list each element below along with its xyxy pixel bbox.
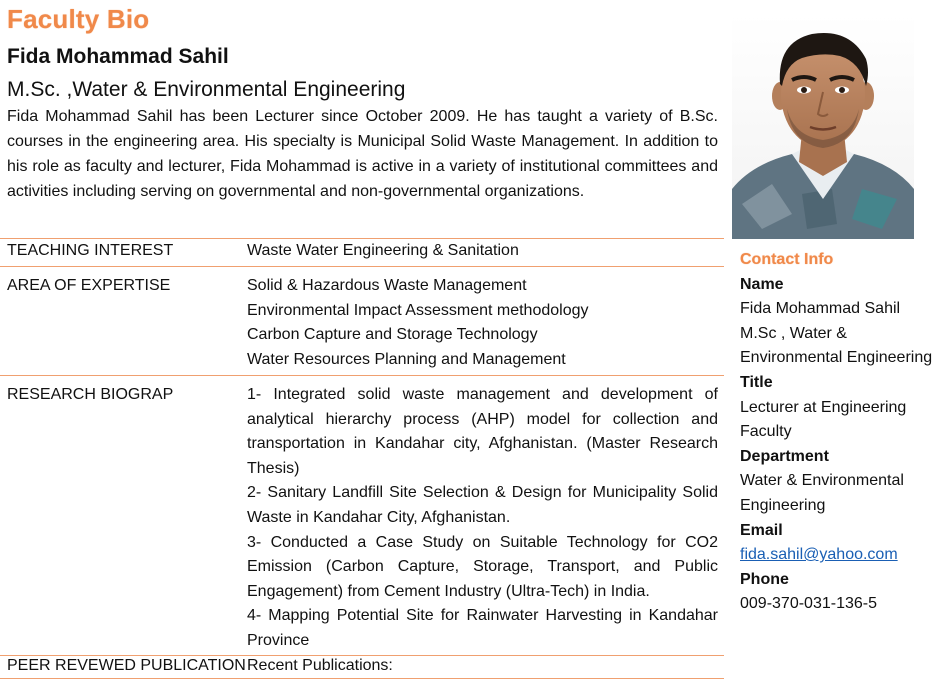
contact-heading: Contact Info xyxy=(740,251,834,268)
contact-department-value: Water & Environmental xyxy=(740,472,904,490)
publications-value xyxy=(247,654,718,679)
list-item: Solid & Hazardous Waste Management xyxy=(247,277,527,294)
list-item: 4- Mapping Potential Site for Rainwater Harvesting in Kandahar Province xyxy=(247,607,718,649)
contact-department-label: Department xyxy=(740,447,829,465)
contact-name-label: Name xyxy=(740,275,784,293)
list-item: 3- Conducted a Case Study on Suitable Technology for CO2 Emission (Carbon Capture, Storage, Transport, and Public Engagement) from Cement Industry (Ultra-Tech) in India. xyxy=(247,533,718,600)
list-item: 2- Sanitary Landfill Site Selection & Design for Municipality Solid Waste in Kandahar City, Afghanistan. xyxy=(247,484,718,526)
divider xyxy=(0,375,724,376)
person-name: Fida Mohammad Sahil xyxy=(7,45,229,68)
research-biography-label: RESEARCH BIOGRAP xyxy=(7,386,174,403)
area-of-expertise-label: AREA OF EXPERTISE xyxy=(7,277,171,294)
contact-phone-label: Phone xyxy=(740,570,789,588)
list-item: Water Resources Planning and Management xyxy=(247,350,566,368)
list-item: Environmental Impact Assessment methodology xyxy=(247,301,589,319)
contact-degree-line: Environmental Engineering xyxy=(740,349,933,367)
research-biography-value xyxy=(247,383,718,654)
list-item: 1- Integrated solid waste management and development of analytical hierarchy process (AHP) model for collection and transportation in Kandahar city, Afghanistan. (Master Research Thesis) xyxy=(247,386,718,477)
publications-label: PEER REVEWED PUBLICATION xyxy=(7,657,246,674)
contact-panel xyxy=(740,248,950,617)
contact-email-label: Email xyxy=(740,521,783,539)
divider xyxy=(0,266,724,267)
intro-paragraph: Fida Mohammad Sahil has been Lecturer since October 2009. He has taught a variety of B.Sc. courses in the engineering area. His specialty is Municipal Solid Waste Management. In addition to his role as faculty and lecturer, Fida Mohammad is active in a variety of institutional committees and activities including serving on governmental and non-governmental organizations. xyxy=(7,108,718,200)
area-of-expertise-value xyxy=(247,274,718,372)
teaching-interest-value xyxy=(247,239,718,264)
portrait-image xyxy=(732,14,914,239)
contact-phone-value: 009-370-031-136-5 xyxy=(740,595,877,613)
contact-department-value: Engineering xyxy=(740,496,826,514)
contact-title-value: Lecturer at Engineering xyxy=(740,398,907,416)
contact-title-label: Title xyxy=(740,373,773,391)
teaching-interest-label: TEACHING INTEREST xyxy=(7,242,174,259)
list-item: Recent Publications: xyxy=(247,657,393,674)
page-title: Faculty Bio xyxy=(7,4,150,34)
contact-name-value: Fida Mohammad Sahil xyxy=(740,300,901,318)
email-link[interactable]: fida.sahil@yahoo.com xyxy=(740,546,898,564)
contact-degree-line: M.Sc , Water & xyxy=(740,324,847,342)
degree: M.Sc. ,Water & Environmental Engineering xyxy=(7,78,406,101)
profile-photo xyxy=(732,14,914,239)
contact-title-value: Faculty xyxy=(740,423,792,441)
list-item: Waste Water Engineering & Sanitation xyxy=(247,242,519,259)
list-item: Carbon Capture and Storage Technology xyxy=(247,326,538,344)
